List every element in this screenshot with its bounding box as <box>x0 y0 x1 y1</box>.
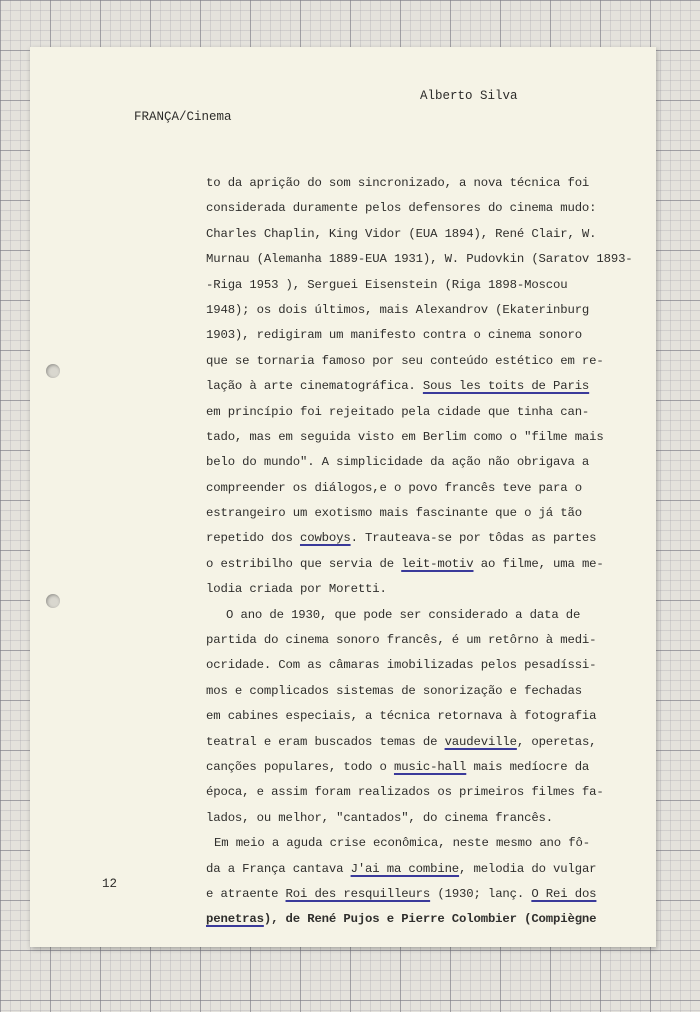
text-line <box>206 907 626 932</box>
text-segment: O ano de 1930, que pode ser considerado a data de <box>226 607 581 622</box>
text-segment: mos e complicados sistemas de sonorização e fechadas <box>206 683 582 698</box>
underlined-title: J'ai ma combine <box>350 861 460 876</box>
text-segment: 1948); os dois últimos, mais Alexandrov (Ekaterinburg <box>206 302 590 317</box>
text-line <box>206 374 626 399</box>
author-name: Alberto Silva <box>420 89 518 103</box>
text-segment: que se tornaria famoso por seu conteúdo estético em re- <box>206 353 604 368</box>
text-segment: Em meio a aguda crise econômica, neste mesmo ano fô- <box>214 836 590 851</box>
text-line <box>206 653 626 678</box>
text-line <box>206 247 633 272</box>
text-segment: em princípio foi rejeitado pela cidade que tinha can- <box>206 404 590 419</box>
text-line <box>206 501 626 526</box>
section-heading: FRANÇA/Cinema <box>134 110 232 124</box>
text-line <box>206 755 626 780</box>
text-segment: ocridade. Com as câmaras imobilizadas pelos pesadíssi- <box>206 658 597 673</box>
text-segment: época, e assim foram realizados os primeiros filmes fa- <box>206 785 604 800</box>
underlined-title: Roi des resquilleurs <box>285 886 431 901</box>
text-segment: lados, ou melhor, "cantados", do cinema francês. <box>206 810 554 825</box>
typewritten-page <box>30 47 656 947</box>
text-segment: repetido dos <box>206 531 300 546</box>
underlined-title: cowboys <box>299 531 351 546</box>
punch-hole <box>46 594 60 608</box>
text-line <box>206 222 626 247</box>
text-segment: canções populares, todo o <box>206 759 394 774</box>
punch-hole <box>46 364 60 378</box>
text-segment: to da aprição do som sincronizado, a nova técnica foi <box>206 176 590 190</box>
text-segment: considerada duramente pelos defensores do cinema mudo: <box>206 201 597 216</box>
text-line <box>206 526 626 551</box>
underlined-title: penetras <box>206 912 264 927</box>
text-line <box>206 425 626 450</box>
text-segment: belo do mundo". A simplicidade da ação não obrigava a <box>206 455 590 470</box>
underlined-title: leit-motiv <box>401 556 474 571</box>
text-line <box>206 196 626 221</box>
text-segment: tado, mas em seguida visto em Berlim como o "filme mais <box>206 429 604 444</box>
text-line <box>206 831 626 856</box>
text-line <box>206 857 626 882</box>
text-line <box>206 628 626 653</box>
text-line <box>206 298 626 323</box>
text-segment: Charles Chaplin, King Vidor (EUA 1894), René Clair, W. <box>206 226 597 241</box>
text-line <box>206 882 626 907</box>
text-line <box>206 450 626 475</box>
text-line <box>206 171 626 196</box>
text-segment: lodia criada por Moretti. <box>206 582 387 597</box>
underlined-title: music-hall <box>393 759 467 774</box>
text-segment: teatral e eram buscados temas de <box>206 734 445 749</box>
text-segment: ao filme, uma me- <box>473 556 604 571</box>
text-segment: estrangeiro um exotismo mais fascinante que o já tão <box>206 506 582 521</box>
text-segment: , melodia do vulgar <box>459 861 597 876</box>
text-segment: Murnau (Alemanha 1889-EUA 1931), W. Pudovkin (Saratov 1893- <box>206 252 633 267</box>
page-number: 12 <box>102 877 118 891</box>
text-line <box>206 730 626 755</box>
text-segment: mais medíocre da <box>466 759 590 774</box>
text-segment: . Trauteava-se por tôdas as partes <box>350 531 597 546</box>
text-segment: partida do cinema sonoro francês, é um retôrno à medi- <box>206 633 597 648</box>
text-line <box>206 400 626 425</box>
body-text <box>206 171 633 933</box>
text-segment: ), de René Pujos e Pierre Colombier (Compiègne <box>263 912 597 927</box>
text-line <box>206 603 626 628</box>
text-line <box>206 273 626 298</box>
text-line <box>206 806 626 831</box>
text-line <box>206 349 626 374</box>
text-segment: da a França cantava <box>206 861 351 876</box>
text-line <box>206 323 626 348</box>
underlined-title: Sous les toits de Paris <box>422 379 590 394</box>
text-segment: compreender os diálogos,e o povo francês teve para o <box>206 480 582 495</box>
text-segment: e atraente <box>206 886 286 901</box>
text-segment: o estribilho que servia de <box>206 556 402 571</box>
text-line <box>206 704 626 729</box>
text-line <box>206 577 626 602</box>
underlined-title: vaudeville <box>444 734 517 749</box>
underlined-title: O Rei dos <box>531 886 597 901</box>
text-line <box>206 476 626 501</box>
text-segment: lação à arte cinematográfica. <box>206 379 423 394</box>
text-segment: (1930; lanç. <box>430 886 532 901</box>
text-line <box>206 552 626 577</box>
text-segment: -Riga 1953 ), Serguei Eisenstein (Riga 1898-Moscou <box>206 277 568 292</box>
text-segment: 1903), redigiram um manifesto contra o cinema sonoro <box>206 328 582 343</box>
text-line <box>206 780 626 805</box>
text-segment: em cabines especiais, a técnica retornava à fotografia <box>206 709 597 724</box>
text-segment: , operetas, <box>516 734 597 749</box>
text-line <box>206 679 626 704</box>
